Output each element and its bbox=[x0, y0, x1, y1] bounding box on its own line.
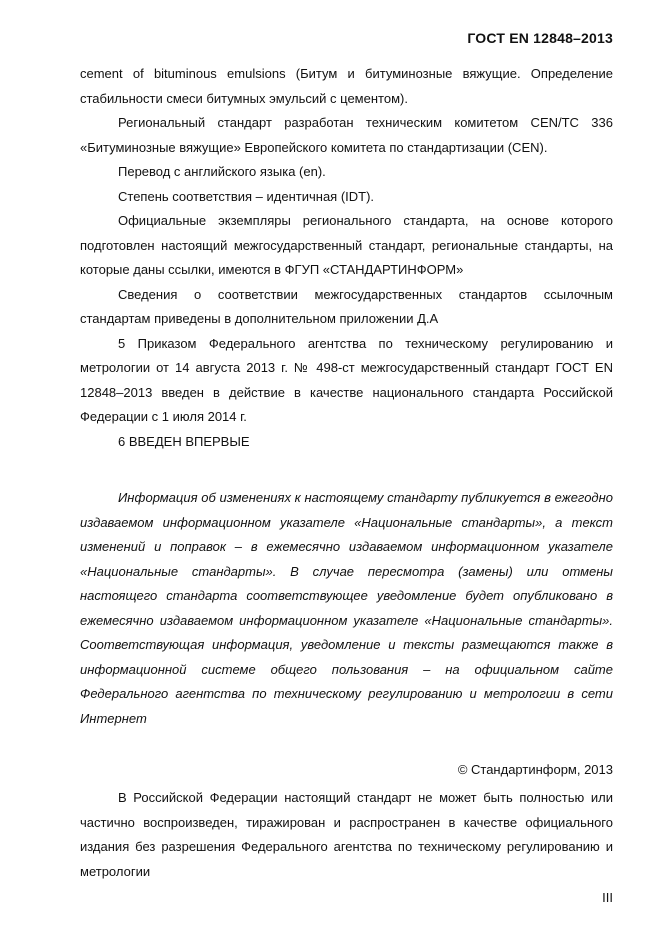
paragraph-6: Сведения о соответствии межгосударственных стандартов ссылочным стандартам приведены в дополнительном приложении Д.А bbox=[80, 286, 613, 326]
info-notice-text: Информация об изменениях к настоящему стандарту публикуется в ежегодно издаваемом информационном указателе «Национальные стандарты», а текст изменений и поправок – в ежемесячно издаваемом информационном указателе «Национальные стандарты». В случае пересмотра (замены) или отмены настоящего стандарта соответствующее уведомление будет опубликовано в ежемесячно издаваемом информационном указателе «Национальные стандарты». Соответствующая информация, уведомление и тексты размещаются также в информационной системе общего пользования – на официальном сайте Федерального агентства по техническому регулированию и метрологии в сети Интернет bbox=[80, 490, 613, 726]
paragraph-8: 6 ВВЕДЕН ВПЕРВЫЕ bbox=[118, 433, 250, 449]
body-text bbox=[80, 62, 613, 454]
paragraph-5: Официальные экземпляры регионального стандарта, на основе которого подготовлен настоящий межгосударственный стандарт, региональные стандарты, на которые даны ссылки, имеются в ФГУП «СТАНДАРТИНФОРМ» bbox=[80, 213, 613, 277]
paragraph-2: Региональный стандарт разработан техническим комитетом CEN/TC 336 «Битуминозные вяжущие» Европейского комитета по стандартизации (CEN). bbox=[80, 115, 613, 155]
rights-notice bbox=[80, 786, 613, 884]
paragraph-7: 5 Приказом Федерального агентства по техническому регулированию и метрологии от 14 августа 2013 г. № 498-ст межгосударственный стандарт ГОСТ EN 12848–2013 введен в действие в качестве национального стандарта Российской Федерации с 1 июля 2014 г. bbox=[80, 335, 613, 424]
paragraph-4: Степень соответствия – идентичная (IDT). bbox=[118, 188, 375, 204]
copyright-line: © Стандартинформ, 2013 bbox=[457, 762, 613, 777]
paragraph-1: cement of bituminous emulsions (Битум и битуминозные вяжущие. Определение стабильности смеси битумных эмульсий с цементом). bbox=[80, 66, 613, 106]
paragraph-3: Перевод с английского языка (en). bbox=[118, 164, 326, 179]
info-notice bbox=[80, 486, 613, 731]
rights-notice-text: В Российской Федерации настоящий стандарт не может быть полностью или частично воспроизведен, тиражирован и распространен в качестве официального издания без разрешения Федерального агентства по техническому регулированию и метрологии bbox=[80, 790, 613, 879]
document-header: ГОСТ EN 12848–2013 bbox=[467, 30, 613, 46]
page-number: III bbox=[602, 890, 613, 905]
